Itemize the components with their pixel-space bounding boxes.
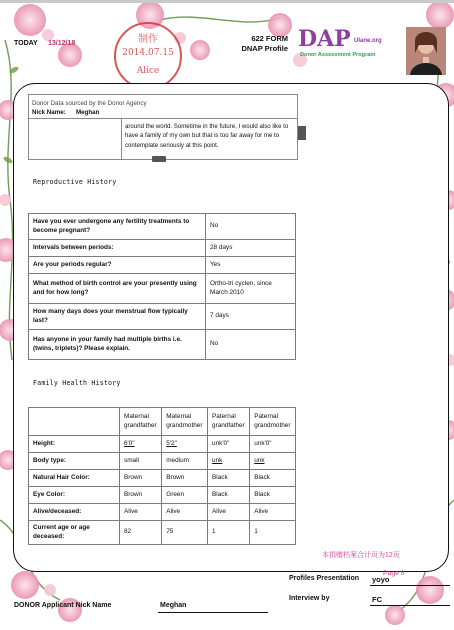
divider xyxy=(29,118,297,119)
signature-line xyxy=(370,605,450,606)
question-cell: Are your periods regular? xyxy=(29,257,206,274)
value-cell: Alive xyxy=(250,504,296,521)
table-header-row xyxy=(29,408,296,436)
table-row xyxy=(29,214,296,240)
value-cell: Black xyxy=(208,470,250,487)
source-note: Donor Data sourced by the Donor Agency xyxy=(32,100,147,107)
nick-name-label: Nick Name: xyxy=(32,109,66,116)
row-label: Height: xyxy=(29,436,120,453)
value-cell: 6'0" xyxy=(120,436,162,453)
value-cell: unk xyxy=(250,453,296,470)
nick-name-value: Meghan xyxy=(76,109,100,116)
header-cell xyxy=(29,408,120,436)
interview-by-label: Interview by xyxy=(289,595,330,602)
table-row xyxy=(29,453,296,470)
signature-line xyxy=(370,585,450,586)
answer-cell: No xyxy=(206,214,296,240)
table-row xyxy=(29,521,296,545)
row-label: Current age or age deceased: xyxy=(29,521,120,545)
value-cell: 75 xyxy=(162,521,208,545)
applicant-nick-name-value: Meghan xyxy=(160,602,187,609)
divider xyxy=(121,118,122,159)
header-date: 13/12/18 xyxy=(48,40,76,47)
answer-cell: 7 days xyxy=(206,304,296,330)
value-cell: 82 xyxy=(120,521,162,545)
value-cell: small xyxy=(120,453,162,470)
value-cell: Black xyxy=(208,487,250,504)
value-cell: Black xyxy=(250,487,296,504)
page-number: Page 8 xyxy=(383,570,405,577)
value-cell: unk'0" xyxy=(250,436,296,453)
interview-by-value: FC xyxy=(372,595,382,604)
table-row xyxy=(29,436,296,453)
value-cell: medium xyxy=(162,453,208,470)
today-label: TODAY xyxy=(14,40,38,47)
column-header: Maternal grandfather xyxy=(120,408,162,436)
logo-tagline: Donor Assessment Program xyxy=(300,52,376,58)
stamp-name: Alice xyxy=(136,66,160,76)
donor-photo xyxy=(406,27,446,75)
value-cell: Alive xyxy=(162,504,208,521)
row-label: Alive/deceased: xyxy=(29,504,120,521)
question-cell: Has anyone in your family had multiple births i.e. (twins, triplets)? Please explain. xyxy=(29,330,206,360)
table-row xyxy=(29,240,296,257)
answer-cell: No xyxy=(206,330,296,360)
column-header: Paternal grandfather xyxy=(208,408,250,436)
value-cell: 1 xyxy=(208,521,250,545)
value-cell: Brown xyxy=(162,470,208,487)
value-cell: unk xyxy=(208,453,250,470)
value-cell: unk'0" xyxy=(208,436,250,453)
stamp xyxy=(114,22,182,90)
scroll-handle[interactable] xyxy=(298,126,306,140)
reproductive-table xyxy=(28,213,296,360)
row-label: Body type: xyxy=(29,453,120,470)
donor-portrait-image xyxy=(406,27,446,75)
applicant-nick-name-label: DONOR Applicant Nick Name xyxy=(14,602,112,609)
value-cell: Green xyxy=(162,487,208,504)
donor-info-box xyxy=(28,94,298,160)
table-row xyxy=(29,330,296,360)
profiles-presentation-value: yoyo xyxy=(372,575,390,584)
stamp-date: 2014.07.15 xyxy=(122,48,174,58)
question-cell: What method of birth control are your presently using and for how long? xyxy=(29,274,206,304)
stamp-top: 制作 xyxy=(138,34,158,45)
table-row xyxy=(29,470,296,487)
collapse-handle[interactable] xyxy=(152,156,166,162)
question-cell: How many days does your menstrual flow typically last? xyxy=(29,304,206,330)
value-cell: Brown xyxy=(120,470,162,487)
family-history-table xyxy=(28,407,296,545)
answer-cell: 28 days xyxy=(206,240,296,257)
table-row xyxy=(29,257,296,274)
value-cell: Brown xyxy=(120,487,162,504)
form-subtitle: DNAP Profile xyxy=(241,44,288,53)
row-label: Natural Hair Color: xyxy=(29,470,120,487)
column-header: Paternal grandmother xyxy=(250,408,296,436)
table-row xyxy=(29,487,296,504)
logo-domain: Ulane.org xyxy=(354,38,382,44)
value-cell: Alive xyxy=(120,504,162,521)
dap-logo xyxy=(298,26,402,62)
table-row xyxy=(29,304,296,330)
page-count-note: 本捐赠档案合计页为12页 xyxy=(322,552,400,559)
column-header: Maternal grandmother xyxy=(162,408,208,436)
question-cell: Have you ever undergone any fertility treatments to become pregnant? xyxy=(29,214,206,240)
answer-text: around the world. Sometime in the future, I would also like to have a family of my own but that is too far away for me to contemplate seriously at this point. xyxy=(125,123,289,149)
table-row xyxy=(29,504,296,521)
reproductive-history-title: Reproductive History xyxy=(33,178,117,186)
family-health-history-title: Family Health History xyxy=(33,379,121,387)
answer-cell: Yes xyxy=(206,257,296,274)
form-title: 622 FORM xyxy=(251,34,288,43)
answer-cell: Ortho-tri cyclen, since March 2010 xyxy=(206,274,296,304)
value-cell: 5'2" xyxy=(162,436,208,453)
table-row xyxy=(29,274,296,304)
value-cell: Black xyxy=(250,470,296,487)
logo-text: DAP xyxy=(298,26,351,52)
value-cell: 1 xyxy=(250,521,296,545)
row-label: Eye Color: xyxy=(29,487,120,504)
signature-line xyxy=(158,612,268,613)
value-cell: Alive xyxy=(208,504,250,521)
question-cell: Intervals between periods: xyxy=(29,240,206,257)
profiles-presentation-label: Profiles Presentation xyxy=(289,575,360,582)
